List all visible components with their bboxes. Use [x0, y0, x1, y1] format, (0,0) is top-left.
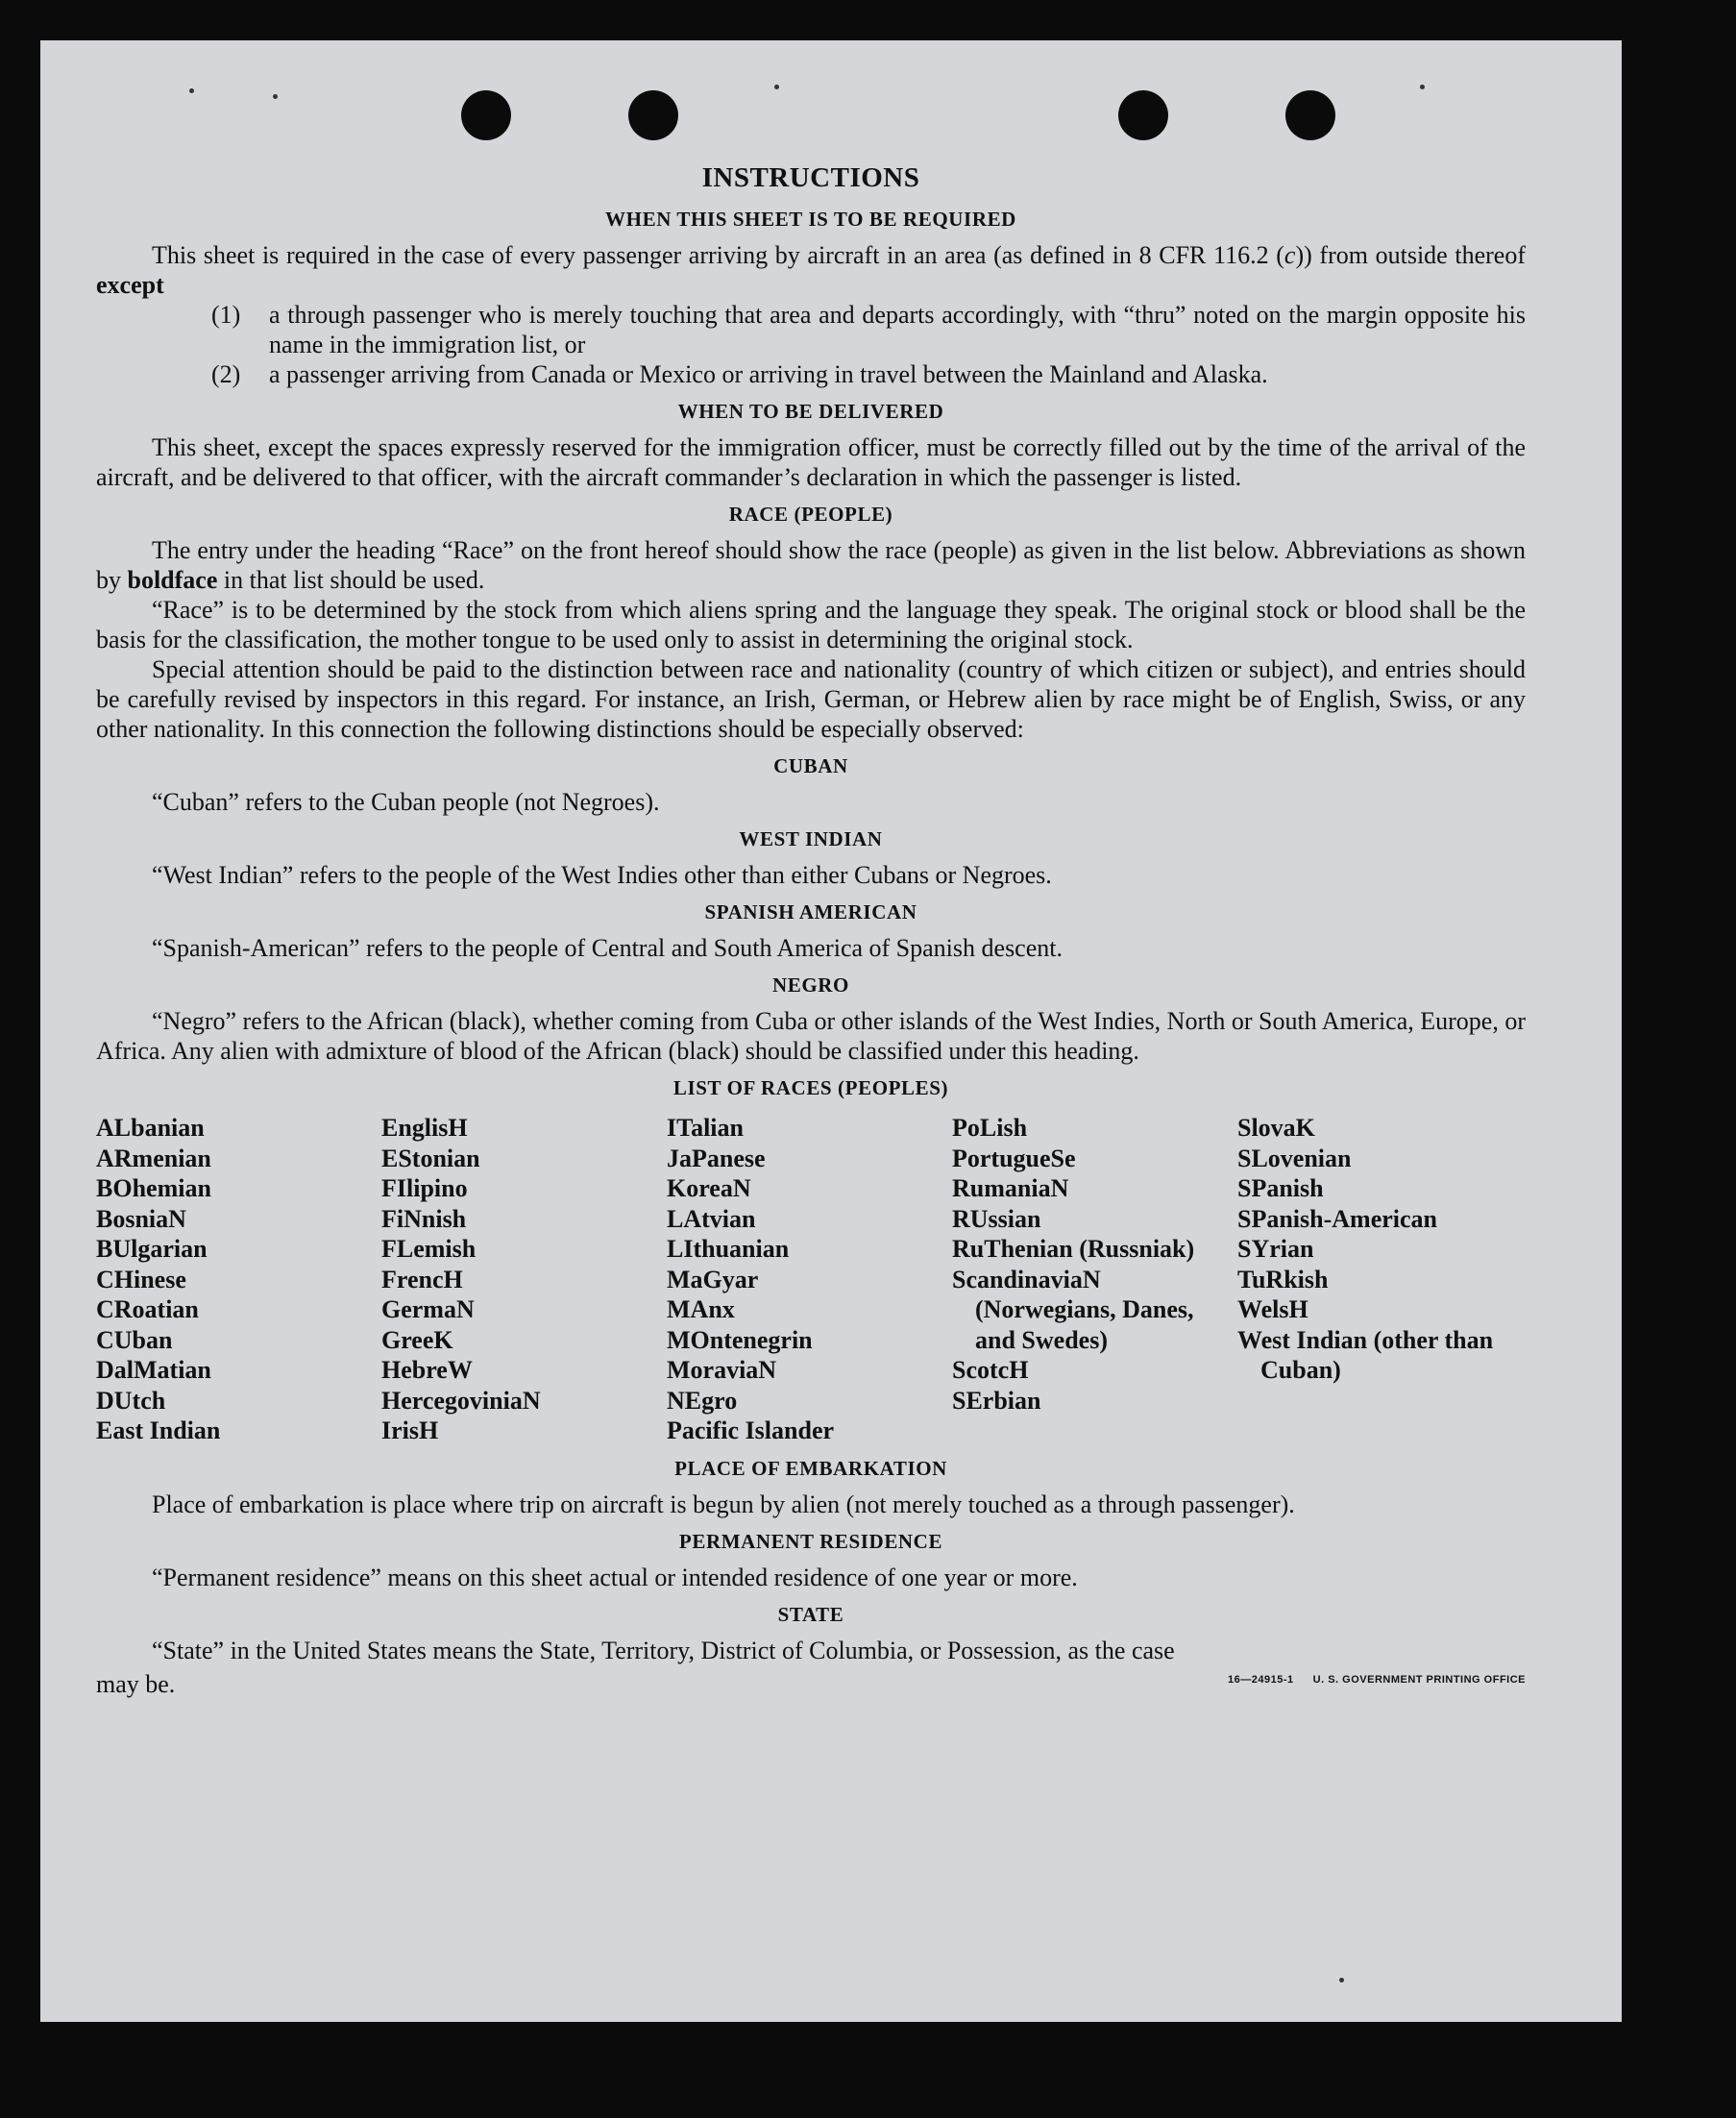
required-except: except — [96, 271, 164, 299]
race-entry: MaGyar — [667, 1265, 759, 1293]
required-text-a: This sheet is required in the case of every passenger arriving by aircraft in an area (as defined in 8 CFR 116.2 ( — [152, 241, 1284, 269]
race-entry: BosniaN — [96, 1204, 186, 1233]
race-entry: CRoatian — [96, 1295, 199, 1323]
form-number: 16—24915-1 — [1228, 1673, 1294, 1686]
heading-negro: NEGRO — [771, 973, 849, 997]
state-paragraph-end: may be. — [96, 1669, 176, 1698]
embarkation-paragraph: Place of embarkation is place where trip on aircraft is begun by alien (not merely touched as a through passenger). — [152, 1490, 1295, 1518]
race-entry: SPanish-American — [1237, 1204, 1437, 1233]
race-entry: ITalian — [667, 1114, 744, 1142]
speck — [774, 85, 779, 89]
state-paragraph: “State” in the United States means the State, Territory, District of Columbia, or Possession, as the case — [152, 1636, 1175, 1664]
speck — [1339, 1978, 1344, 1983]
printer-imprint — [1209, 1665, 1526, 1695]
races-column-2 — [381, 1113, 667, 1446]
exception-item-2 — [211, 359, 1526, 389]
race-entry: KoreaN — [667, 1174, 751, 1202]
race-entry: RUssian — [952, 1204, 1041, 1233]
required-paragraph — [96, 240, 1526, 300]
spanish-american-paragraph: “Spanish-American” refers to the people of Central and South America of Spanish descent. — [152, 934, 1063, 962]
race-entry: LAtvian — [667, 1204, 756, 1233]
heading-cuban: CUBAN — [773, 754, 848, 777]
speck — [189, 88, 194, 93]
document-sheet — [40, 40, 1622, 2022]
race-entry: ALbanian — [96, 1114, 205, 1142]
race-entry: FLemish — [381, 1235, 477, 1263]
race-entry: SPanish — [1237, 1174, 1324, 1202]
negro-paragraph: “Negro” refers to the African (black), whether coming from Cuba or other islands of the West Indies, North or South America, Europe, or Africa. Any alien with admixture of blood of the African (black) should be classified under this heading. — [96, 1007, 1526, 1065]
race-entry: ScotcH — [952, 1356, 1029, 1384]
race-entry: East Indian — [96, 1416, 221, 1444]
race-entry: TuRkish — [1237, 1265, 1329, 1293]
race-paragraph-2: “Race” is to be determined by the stock from which aliens spring and the language they speak. The original stock or blood shall be the basis for the classification, the mother tongue to be used only to assist in determining the original stock. — [96, 596, 1526, 653]
race-entry: EnglisH — [381, 1114, 468, 1142]
heading-list-of-races: LIST OF RACES (PEOPLES) — [672, 1076, 949, 1099]
west-indian-paragraph: “West Indian” refers to the people of the West Indies other than either Cubans or Negroes. — [152, 861, 1052, 889]
race-entry: Pacific Islander — [667, 1416, 835, 1444]
race-entry: BUlgarian — [96, 1235, 208, 1263]
race-entry: NEgro — [667, 1386, 738, 1415]
race-entry: GermaN — [381, 1295, 475, 1323]
page-title: INSTRUCTIONS — [701, 162, 920, 193]
race-paragraph-1 — [96, 535, 1526, 595]
heading-embarkation: PLACE OF EMBARKATION — [674, 1456, 947, 1480]
races-column-5 — [1237, 1113, 1523, 1446]
race-entry: CHinese — [96, 1265, 186, 1293]
race-entry: SYrian — [1237, 1235, 1314, 1263]
required-cite: c — [1284, 241, 1296, 269]
speck — [273, 94, 278, 99]
race-entry: BOhemian — [96, 1174, 211, 1202]
race-entry: MOntenegrin — [667, 1325, 813, 1354]
race-entry: FiNnish — [381, 1204, 467, 1233]
race-entry: RumaniaN — [952, 1174, 1069, 1202]
race-entry: SLovenian — [1237, 1144, 1352, 1172]
heading-when-delivered: WHEN TO BE DELIVERED — [677, 400, 944, 423]
race-entry: JaPanese — [667, 1144, 766, 1172]
race-entry: SErbian — [952, 1386, 1041, 1415]
race-entry: HebreW — [381, 1356, 473, 1384]
delivered-paragraph: This sheet, except the spaces expressly reserved for the immigration officer, must be correctly filled out by the time of the arrival of the aircraft, and be delivered to that officer, with the aircraft commander’s declaration in which the passenger is listed. — [96, 433, 1526, 491]
instructions-content — [96, 163, 1526, 1699]
race-entry: GreeK — [381, 1325, 453, 1354]
required-text-b: )) from outside thereof — [1295, 241, 1526, 269]
heading-spanish-american: SPANISH AMERICAN — [704, 900, 917, 924]
heading-west-indian: WEST INDIAN — [739, 827, 883, 850]
item-number: (2) — [211, 360, 241, 388]
heading-state: STATE — [777, 1602, 844, 1626]
race-entry: West Indian (other than Cuban) — [1237, 1325, 1494, 1384]
race-entry: FIlipino — [381, 1174, 468, 1202]
punch-hole-2 — [628, 90, 678, 140]
race-entry: FrencH — [381, 1265, 463, 1293]
race-paragraph-3: Special attention should be paid to the distinction between race and nationality (country of which citizen or subject), and entries should be carefully revised by inspectors in this regard. For instance, an Irish, German, or Hebrew alien by race might be of English, Swiss, or any other nationality. In this connection the following distinctions should be especially observed: — [96, 655, 1526, 743]
exception-item-1 — [211, 300, 1526, 359]
race-boldface: boldface — [127, 566, 218, 594]
race-entry: MAnx — [667, 1295, 735, 1323]
race-entry: CUban — [96, 1325, 173, 1354]
state-footer-line — [96, 1665, 1526, 1699]
races-column-3 — [667, 1113, 952, 1446]
race-entry: IrisH — [381, 1416, 439, 1444]
punch-hole-3 — [1118, 90, 1168, 140]
item-text: a through passenger who is merely touching that area and departs accordingly, with “thru” noted on the margin opposite his name in the immigration list, or — [269, 301, 1526, 358]
heading-permanent-residence: PERMANENT RESIDENCE — [678, 1529, 943, 1553]
race-text-b: in that list should be used. — [217, 566, 485, 594]
race-entry: ARmenian — [96, 1144, 211, 1172]
race-entry: PoLish — [952, 1114, 1028, 1142]
race-entry: RuThenian (Russniak) — [952, 1235, 1195, 1263]
races-list — [96, 1113, 1526, 1446]
race-entry: ScandinaviaN (Norwegians, Danes, and Swedes) — [952, 1265, 1194, 1354]
race-entry: DUtch — [96, 1386, 166, 1415]
printer-name: U. S. GOVERNMENT PRINTING OFFICE — [1312, 1673, 1526, 1686]
races-column-1 — [96, 1113, 381, 1446]
punch-hole-1 — [461, 90, 511, 140]
cuban-paragraph: “Cuban” refers to the Cuban people (not Negroes). — [152, 788, 660, 816]
race-entry: WelsH — [1237, 1295, 1308, 1323]
heading-race: RACE (PEOPLE) — [728, 503, 893, 526]
item-text: a passenger arriving from Canada or Mexico or arriving in travel between the Mainland and Alaska. — [269, 360, 1268, 388]
race-entry: LIthuanian — [667, 1235, 790, 1263]
race-text-a: The entry under the heading “Race” on the front hereof should show the race (people) as given in the list below. Abbreviations as shown by — [96, 536, 1526, 594]
race-entry: HercegoviniaN — [381, 1386, 541, 1415]
race-entry: SlovaK — [1237, 1114, 1315, 1142]
punch-hole-4 — [1285, 90, 1335, 140]
races-column-4 — [952, 1113, 1237, 1446]
race-entry: MoraviaN — [667, 1356, 777, 1384]
speck — [1420, 85, 1425, 89]
item-number: (1) — [211, 301, 241, 329]
race-entry: EStonian — [381, 1144, 480, 1172]
heading-when-required: WHEN THIS SHEET IS TO BE REQUIRED — [605, 208, 1016, 231]
race-entry: DalMatian — [96, 1356, 211, 1384]
race-entry: PortugueSe — [952, 1144, 1076, 1172]
residence-paragraph: “Permanent residence” means on this sheet actual or intended residence of one year or more. — [152, 1563, 1078, 1591]
